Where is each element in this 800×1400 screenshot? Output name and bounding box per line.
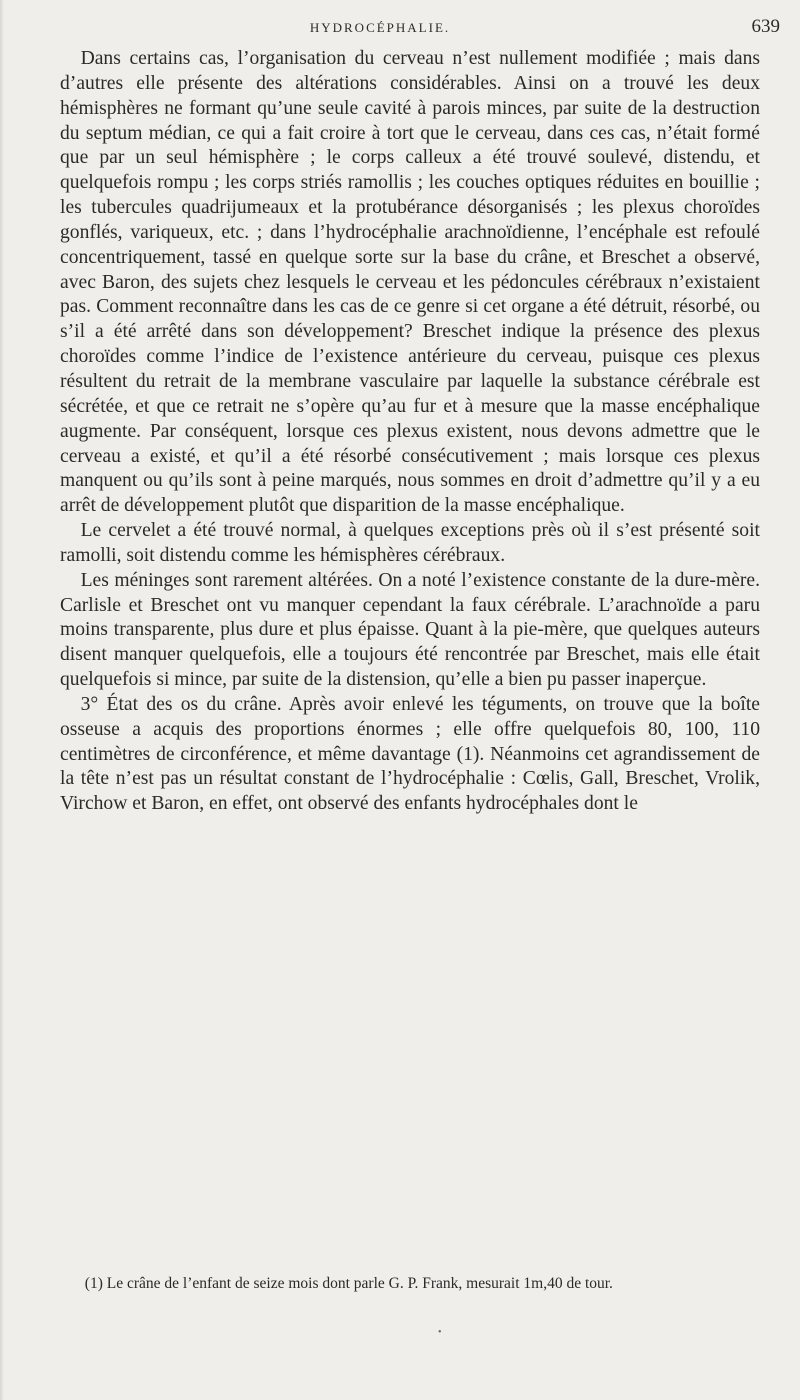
ink-speck: • <box>438 1327 442 1338</box>
body-text <box>60 47 760 817</box>
footnote-text: (1) Le crâne de l’enfant de seize mois dont parle G. P. Frank, mesurait 1m,40 de tour. <box>84 1275 613 1292</box>
page-header <box>20 12 780 42</box>
running-head: HYDROCÉPHALIE. <box>309 20 451 35</box>
paragraph-os-du-crane: 3° État des os du crâne. Après avoir enlevé les téguments, on trouve que la boîte osseuse a acquis des proportions énormes ; elle offre quelquefois 80, 100, 110 centimètres de circonférence, et même davantage (1). Néanmoins cet agrandissement de la tête n’est pas un résultat constant de l’hydrocéphalie : Cœlis, Gall, Breschet, Vrolik, Virchow et Baron, en effet, ont observé des enfants hydrocéphales dont le <box>60 693 760 815</box>
paragraph-meninges: Les méninges sont rarement altérées. On a noté l’existence constante de la dure-mère. Carlisle et Breschet ont vu manquer cependant la faux cérébrale. L’arachnoïde a paru moins transparente, plus dure et plus épaisse. Quant à la pie-mère, que quelques auteurs disent manquer quelquefois, elle a toujours été rencontrée par Breschet, mais elle était quelquefois si mince, par suite de la distension, qu’elle a bien pu passer inaperçue. <box>60 569 760 691</box>
paragraph-cervelet: Le cervelet a été trouvé normal, à quelques exceptions près où il s’est présenté soit ramolli, soit distendu comme les hémisphères cérébraux. <box>60 520 760 566</box>
page-edge-shadow <box>0 0 4 1400</box>
paragraph-organisation-cerveau: Dans certains cas, l’organisation du cerveau n’est nullement modifiée ; mais dans d’autres elle présente des altérations considérables. Ainsi on a trouvé les deux hémisphères ne formant qu’une seule cavité à parois minces, par suite de la destruction du septum médian, ce qui a fait croire à tort que le cerveau, dans ces cas, n’était formé que par un seul hémisphère ; le corps calleux a été trouvé soulevé, distendu, et quelquefois rompu ; les corps striés ramollis ; les couches optiques réduites en bouillie ; les tubercules quadrijumeaux et la protubérance désorganisés ; les plexus choroïdes gonflés, variqueux, etc. ; dans l’hydrocéphalie arachnoïdienne, l’encéphale est refoulé concentriquement, tassé en quelque sorte sur la base du crâne, et Breschet a observé, avec Baron, des sujets chez lesquels le cerveau et les pédoncules cérébraux n’existaient pas. Comment reconnaître dans les cas de ce genre si cet organe a été détruit, résorbé, ou s’il a été arrêté dans son développement? Breschet indique la présence des plexus choroïdes comme l’indice de l’existence antérieure du cerveau, puisque ces plexus résultent du retrait de la membrane vasculaire par laquelle la substance cérébrale est sécrétée, et que ce retrait ne s’opère qu’au fur et à mesure que la masse encéphalique augmente. Par conséquent, lorsque ces plexus existent, nous devons admettre que le cerveau a existé, et qu’il a été résorbé consécutivement ; mais lorsque ces plexus manquent ou qu’ils sont à peine marqués, nous sommes en droit d’admettre qu’il y a eu arrêt de développement plutôt que disparition de la masse encéphalique. <box>60 48 760 517</box>
footnote <box>60 1272 760 1295</box>
page-number: 639 <box>751 16 780 37</box>
